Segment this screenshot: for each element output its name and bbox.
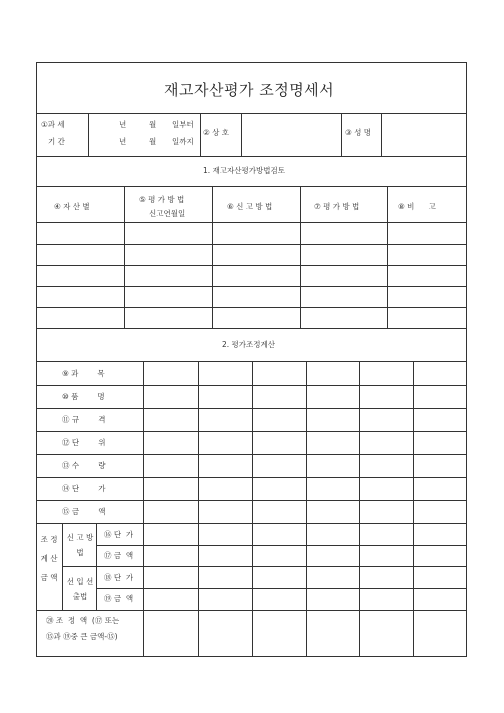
to-day-label: 일까지 [172, 137, 194, 146]
name-label: ③ 성 명 [345, 128, 371, 137]
period-label-1: ①과 세 [41, 120, 65, 129]
row-unit-price: ⑭ 단 가 [62, 484, 106, 493]
trade-name-label: ② 상 호 [203, 128, 229, 137]
fifo-unit-price: ⑱ 단 가 [104, 573, 134, 582]
col-eval-method: ⑤ 평 가 방 법 [139, 195, 185, 204]
section2-title: 2. 평가조정계산 [222, 340, 276, 349]
section1-title: 1. 재고자산평가방법검토 [203, 166, 285, 175]
to-year-label: 년 [119, 137, 127, 146]
fifo-method-label: 선 입 선출법 [66, 577, 94, 601]
col-remarks: ⑧ 비 고 [398, 202, 436, 211]
from-day-label: 일부터 [172, 120, 194, 129]
adjust-amount-label-1: ⑳ 조 정 액 (⑰ 또는 [46, 616, 120, 625]
fifo-amount: ⑲ 금 액 [104, 594, 134, 603]
row-amount: ⑮ 금 액 [62, 507, 106, 516]
col-asset-type: ④ 자 산 별 [54, 202, 90, 211]
adjust-amount-label-2: ⑮과 ⑲중 큰 금액-⑮) [46, 632, 118, 641]
reported-unit-price: ⑯ 단 가 [104, 530, 134, 539]
row-subject: ⑨ 과 목 [62, 369, 105, 378]
to-month-label: 월 [149, 137, 157, 146]
from-month-label: 월 [149, 120, 157, 129]
col-reported-method: ⑥ 신 고 방 법 [227, 202, 273, 211]
row-unit: ⑫ 단 위 [62, 438, 106, 447]
reported-method-label: 신 고 방 법 [66, 533, 94, 557]
period-label-2: 기 간 [48, 137, 65, 146]
row-quantity: ⑬ 수 량 [62, 461, 106, 470]
from-year-label: 년 [119, 120, 127, 129]
col-applied-method: ⑦ 평 가 방 법 [314, 202, 360, 211]
row-item-name: ⑩ 품 명 [62, 392, 105, 401]
reported-amount: ⑰ 금 액 [104, 551, 134, 560]
col-report-date: 신고연월일 [149, 209, 186, 218]
form-title: 재고자산평가 조정명세서 [164, 81, 335, 99]
row-spec: ⑪ 규 격 [62, 415, 106, 424]
adjust-calc-amount-label: 조 정 계 산 금 액 [40, 535, 58, 582]
